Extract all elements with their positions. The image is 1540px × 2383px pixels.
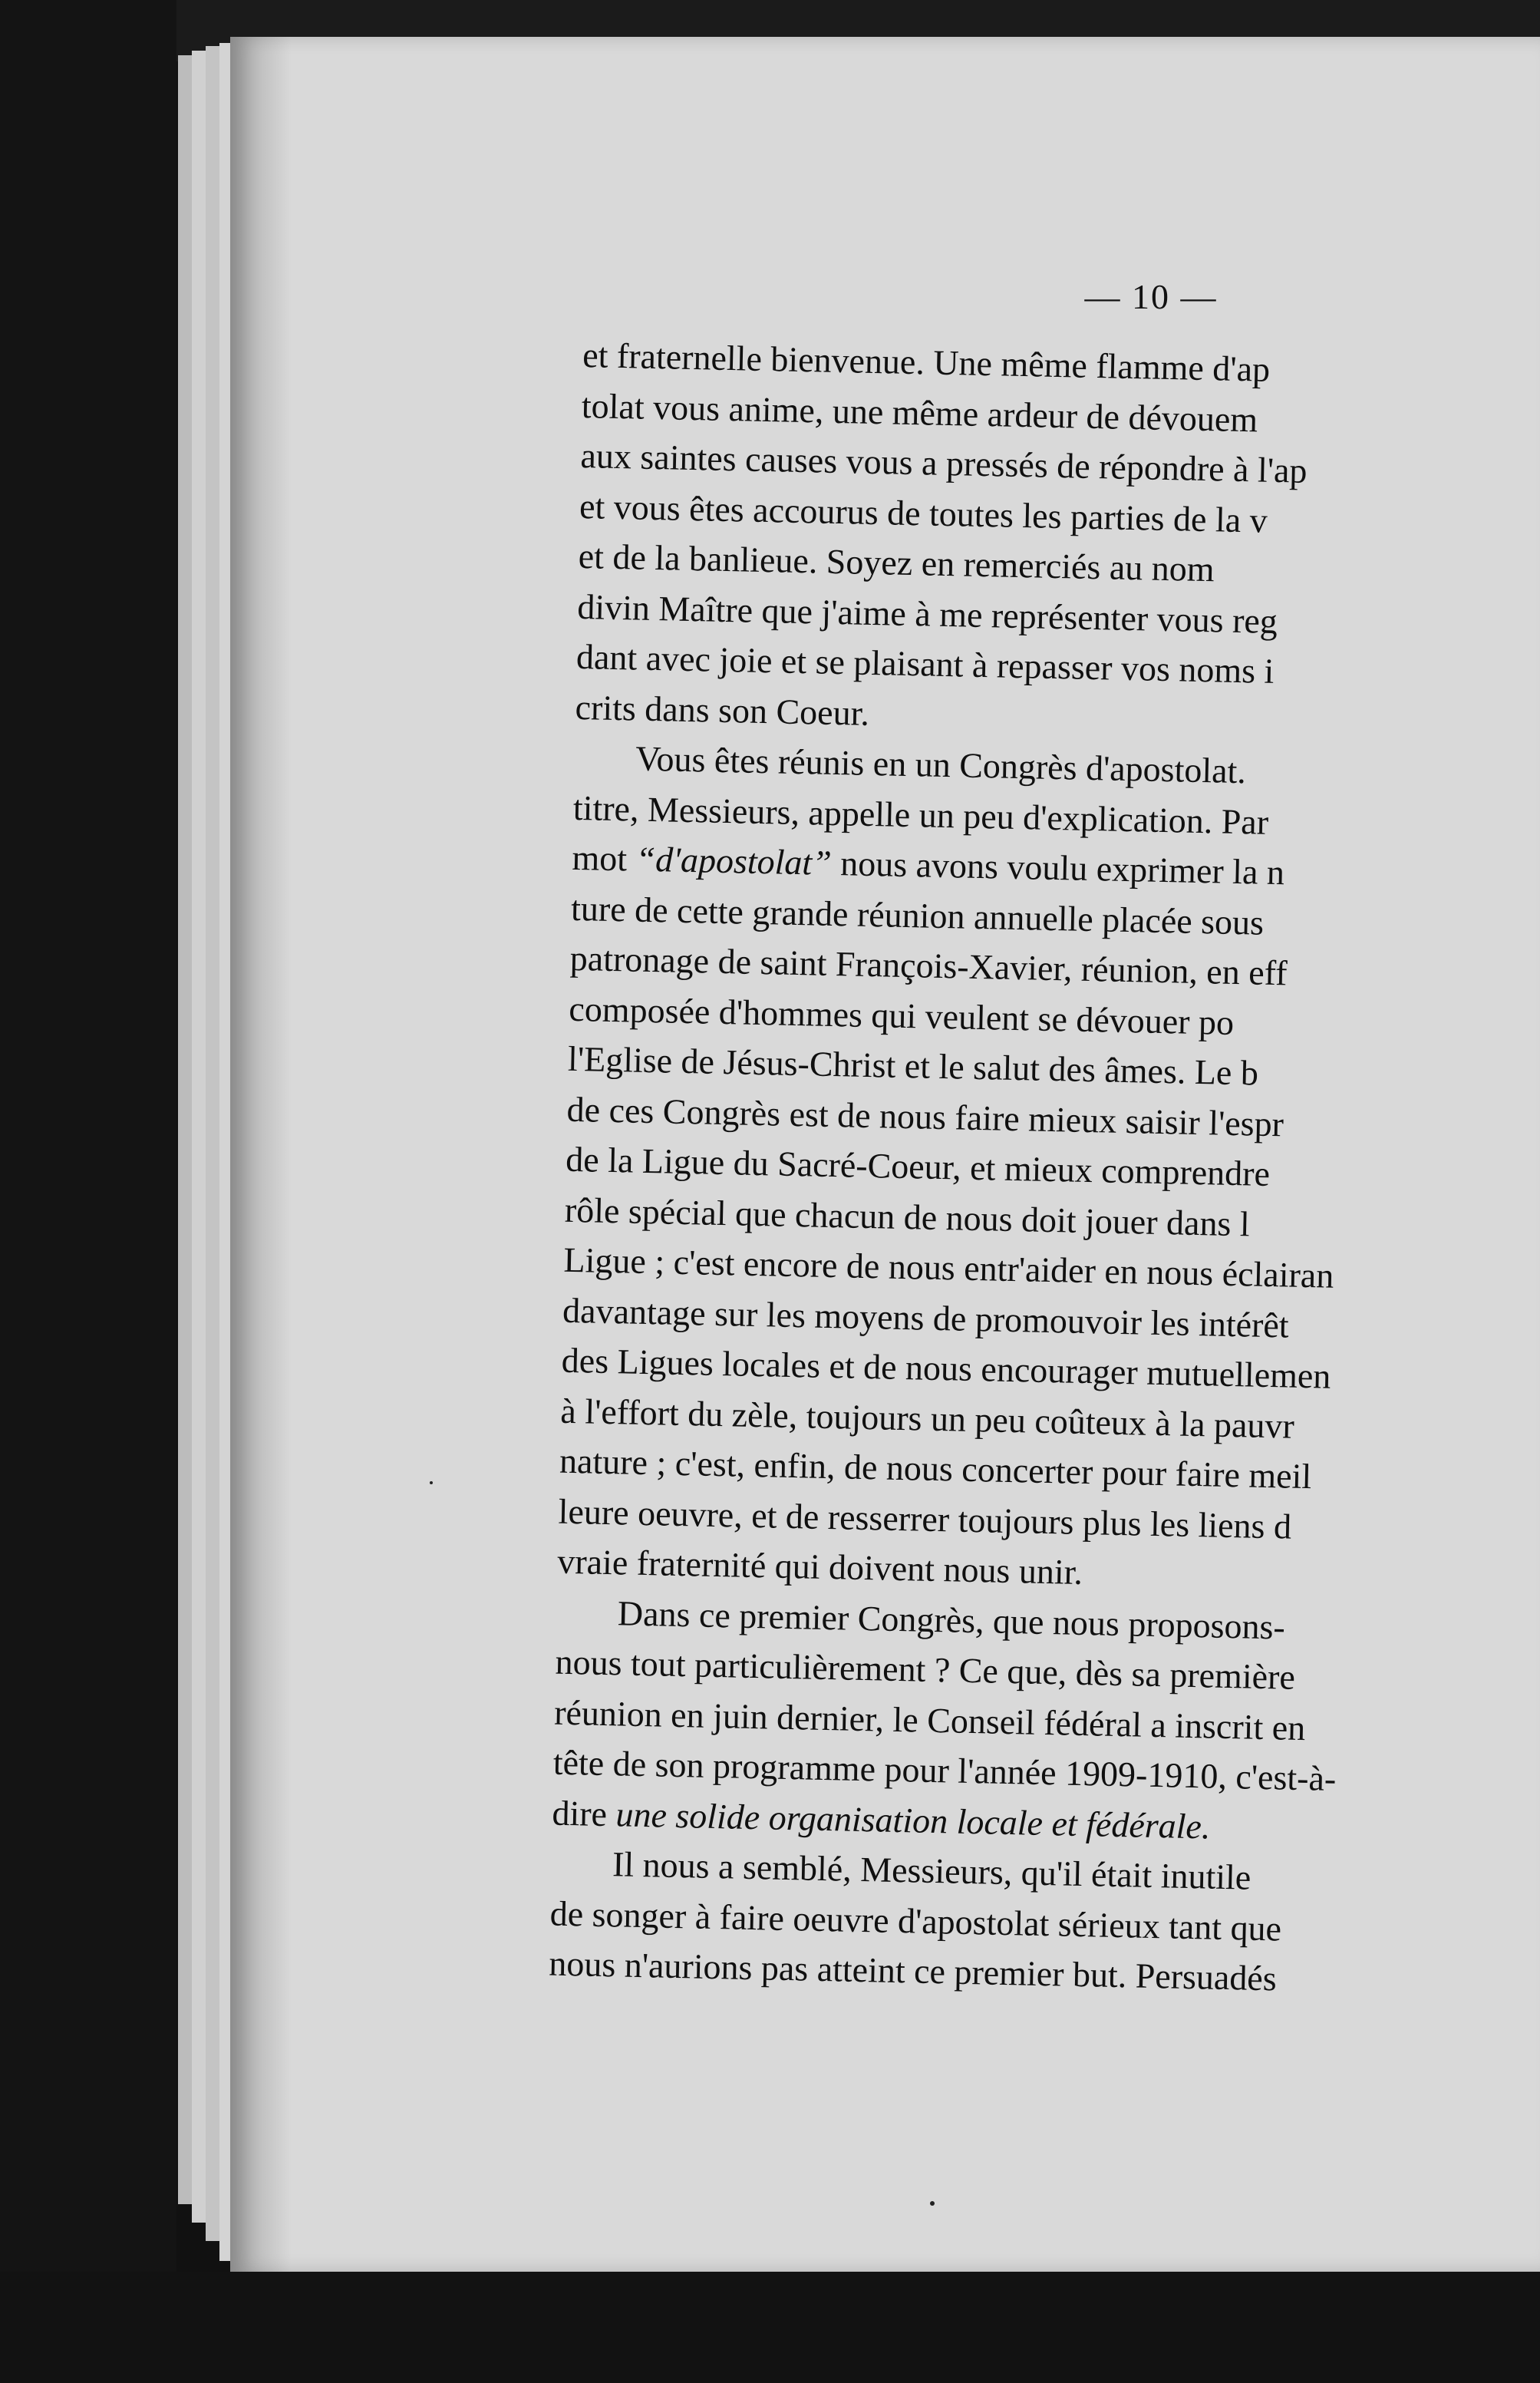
text-line: réunion en juin dernier, le Conseil fédéral a inscrit en [553, 1692, 1306, 1748]
text-line: davantage sur les moyens de promouvoir les intérêt [562, 1290, 1290, 1345]
scan-bottom-margin [0, 2272, 1540, 2383]
text-line: tolat vous anime, une même ardeur de dévouem [581, 385, 1258, 439]
text-line: de songer à faire oeuvre d'apostolat sérieux tant que [549, 1893, 1282, 1949]
text-line: titre, Messieurs, appelle un peu d'explication. Par [572, 787, 1269, 842]
text-line: Ligue ; c'est encore de nous entr'aider en nous éclairan [563, 1239, 1334, 1295]
italic-phrase: une solide organisation locale et fédérale. [615, 1794, 1211, 1847]
text-line: dant avec joie et se plaisant à repasser vos noms i [575, 636, 1275, 691]
text-line: à l'effort du zèle, toujours un peu coûteux à la pauvr [559, 1391, 1295, 1446]
text-line: crits dans son Coeur. [575, 687, 870, 733]
text-line: et de la banlieue. Soyez en remerciés au nom [578, 536, 1215, 589]
text-line: tête de son programme pour l'année 1909-1910, c'est-à- [552, 1742, 1337, 1798]
text-line: et vous êtes accourus de toutes les parties de la v [579, 486, 1268, 540]
text-line: des Ligues locales et de nous encourager mutuellemen [561, 1340, 1331, 1396]
text-line: et fraternelle bienvenue. Une même flamme d'ap [582, 335, 1271, 389]
text-line: nature ; c'est, enfin, de nous concerter pour faire meil [559, 1441, 1312, 1497]
text-line: Dans ce premier Congrès, que nous proposons- [617, 1593, 1286, 1647]
text-line-part: dire [552, 1793, 617, 1833]
text-line: aux saintes causes vous a pressés de répondre à l'ap [580, 435, 1308, 490]
text-line: de la Ligue du Sacré-Coeur, et mieux comprendre [565, 1139, 1271, 1193]
text-line: patronage de saint François-Xavier, réunion, en eff [569, 938, 1288, 993]
text-line-part: nous avons voulu exprimer la n [831, 843, 1285, 893]
italic-phrase: “d'apostolat” [635, 839, 833, 883]
body-text [549, 330, 1540, 2008]
text-line: leure oeuvre, et de resserrer toujours plus les liens d [558, 1491, 1292, 1546]
page-number: — 10 — [1084, 277, 1218, 316]
text-line: composée d'hommes qui veulent se dévouer po [568, 989, 1235, 1042]
scan-speck [430, 1481, 433, 1484]
scan-speck [930, 2201, 935, 2206]
text-line: nous n'aurions pas atteint ce premier but. Persuadés [548, 1943, 1278, 1998]
text-line: nous tout particulièrement ? Ce que, dès sa première [555, 1642, 1296, 1697]
gutter-shadow [230, 37, 292, 2272]
text-line-part: mot [572, 837, 637, 879]
text-line: de ces Congrès est de nous faire mieux saisir l'espr [566, 1089, 1284, 1144]
text-line: l'Eglise de Jésus-Christ et le salut des âmes. Le b [567, 1038, 1259, 1093]
scan-left-margin [0, 0, 176, 2383]
text-line: Il nous a semblé, Messieurs, qu'il était inutile [612, 1844, 1251, 1897]
text-line: Vous êtes réunis en un Congrès d'apostolat. [635, 738, 1247, 791]
text-line: ture de cette grande réunion annuelle placée sous [570, 888, 1265, 942]
text-line: rôle spécial que chacun de nous doit jouer dans l [564, 1190, 1251, 1243]
text-line: vraie fraternité qui doivent nous unir. [556, 1541, 1083, 1592]
text-line: divin Maître que j'aime à me représenter vous reg [576, 586, 1278, 641]
